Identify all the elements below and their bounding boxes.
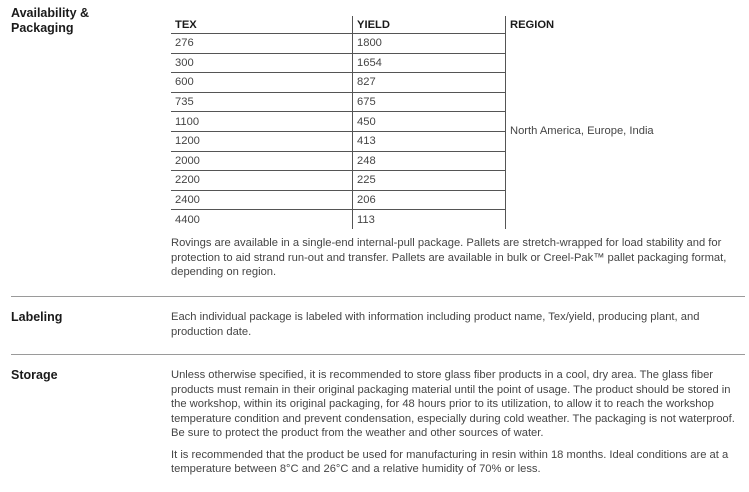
cell-yield: 827 xyxy=(353,73,506,93)
availability-note xyxy=(171,236,743,280)
header-region: REGION xyxy=(510,18,555,31)
availability-heading: Availability & Packaging xyxy=(11,6,90,35)
divider xyxy=(11,296,745,297)
cell-tex: 735 xyxy=(171,92,353,112)
cell-yield: 206 xyxy=(353,190,506,210)
cell-tex: 2400 xyxy=(171,190,353,210)
cell-yield: 450 xyxy=(353,112,506,132)
storage-body xyxy=(171,368,743,477)
table-row xyxy=(171,34,745,54)
cell-tex: 2000 xyxy=(171,151,353,171)
cell-tex: 600 xyxy=(171,73,353,93)
cell-tex: 2200 xyxy=(171,171,353,191)
cell-yield: 248 xyxy=(353,151,506,171)
cell-yield: 1800 xyxy=(353,34,506,54)
availability-note-text: Rovings are available in a single-end internal-pull package. Pallets are stretch-wrapped for load stability and for protection to aid strand run-out and transfer. Pallets are available in bulk or Creel-Pak™ pallet packaging format, depending on region. xyxy=(171,237,727,278)
cell-tex: 4400 xyxy=(171,210,353,229)
storage-paragraph-2: It is recommended that the product be used for manufacturing in resin within 18 months. Ideal conditions are at a temperature between 8°C and 26°C and a relative humidity of 70% or less. xyxy=(171,448,729,475)
packaging-table xyxy=(171,16,745,229)
divider xyxy=(11,354,745,355)
cell-yield: 225 xyxy=(353,171,506,191)
cell-tex: 1200 xyxy=(171,131,353,151)
storage-paragraph-1: Unless otherwise specified, it is recommended to store glass fiber products in a cool, dry area. The glass fiber products must remain in their original packaging material until the point of usage. The product should be stored in the workshop, within its original packaging, for 48 hours prior to its utilization, to allow it to reach the workshop temperature condition and prevent condensation, especially during cold weather. The packaging is not waterproof. Be sure to protect the product from the weather and other sources of water. xyxy=(171,369,735,439)
cell-tex: 1100 xyxy=(171,112,353,132)
storage-heading: Storage xyxy=(11,368,58,382)
cell-yield: 113 xyxy=(353,210,506,229)
cell-yield: 1654 xyxy=(353,53,506,73)
labeling-heading: Labeling xyxy=(11,310,63,324)
cell-yield: 413 xyxy=(353,131,506,151)
cell-tex: 276 xyxy=(171,34,353,54)
labeling-text: Each individual package is labeled with information including product name, Tex/yield, producing plant, and production date. xyxy=(171,311,700,338)
header-tex: TEX xyxy=(171,16,353,34)
labeling-body xyxy=(171,310,743,339)
header-yield: YIELD xyxy=(353,16,506,34)
cell-yield: 675 xyxy=(353,92,506,112)
cell-region: North America, Europe, India xyxy=(510,125,654,138)
cell-tex: 300 xyxy=(171,53,353,73)
table-header-row xyxy=(171,16,745,34)
